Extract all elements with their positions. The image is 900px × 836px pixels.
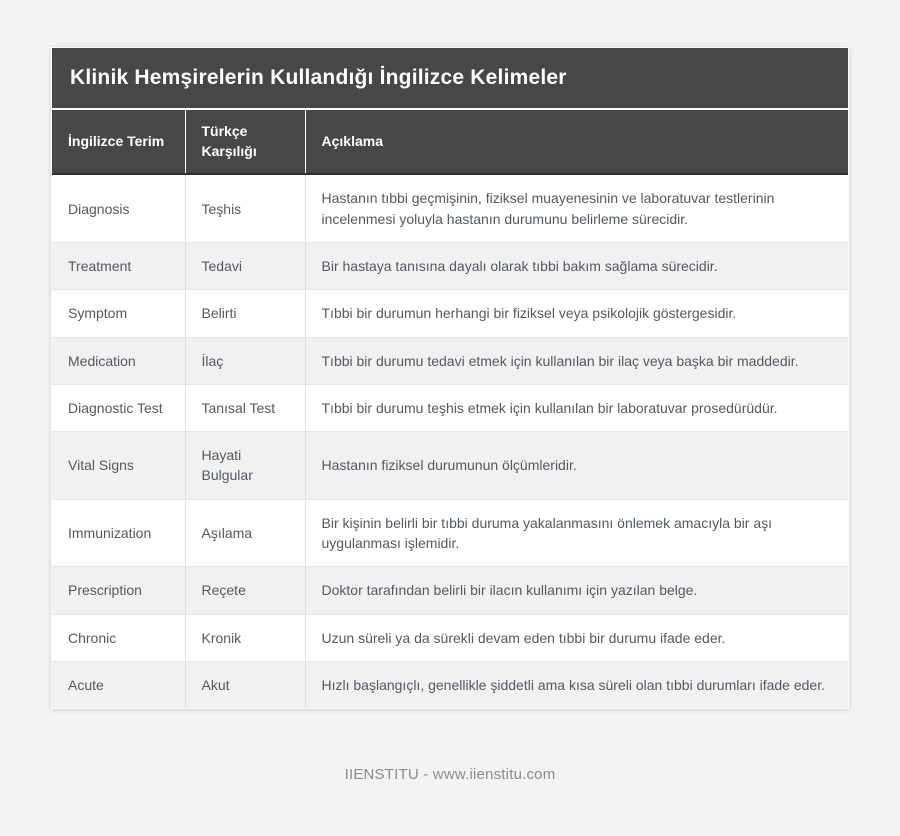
source-attribution: IIENSTITU - www.iienstitu.com <box>344 766 556 783</box>
term-cell: Medication <box>52 337 185 384</box>
turkish-cell: Aşılama <box>185 499 305 567</box>
turkish-cell: Hayati Bulgular <box>185 432 305 500</box>
table-row <box>52 242 848 289</box>
term-cell: Vital Signs <box>52 432 185 500</box>
description-cell: Hastanın fiziksel durumunun ölçümleridir. <box>305 432 848 500</box>
turkish-cell: Kronik <box>185 614 305 661</box>
description-cell: Tıbbi bir durumu teşhis etmek için kullanılan bir laboratuvar prosedürüdür. <box>305 384 848 431</box>
table-row <box>52 567 848 614</box>
table-row <box>52 384 848 431</box>
term-cell: Chronic <box>52 614 185 661</box>
column-header-turkish-equivalent: Türkçe Karşılığı <box>185 110 305 174</box>
turkish-cell: Belirti <box>185 290 305 337</box>
column-header-english-term: İngilizce Terim <box>52 110 185 174</box>
description-cell: Bir kişinin belirli bir tıbbi duruma yakalanmasını önlemek amacıyla bir aşı uygulanması işlemidir. <box>305 499 848 567</box>
turkish-cell: Tanısal Test <box>185 384 305 431</box>
term-cell: Diagnostic Test <box>52 384 185 431</box>
description-cell: Doktor tarafından belirli bir ilacın kullanımı için yazılan belge. <box>305 567 848 614</box>
table-row <box>52 614 848 661</box>
description-cell: Hızlı başlangıçlı, genellikle şiddetli ama kısa süreli olan tıbbi durumları ifade eder. <box>305 661 848 708</box>
turkish-cell: Reçete <box>185 567 305 614</box>
turkish-cell: Teşhis <box>185 174 305 242</box>
description-cell: Bir hastaya tanısına dayalı olarak tıbbi bakım sağlama sürecidir. <box>305 242 848 289</box>
description-cell: Uzun süreli ya da sürekli devam eden tıbbi bir durumu ifade eder. <box>305 614 848 661</box>
table-row <box>52 499 848 567</box>
table-row <box>52 337 848 384</box>
turkish-cell: Tedavi <box>185 242 305 289</box>
term-cell: Acute <box>52 661 185 708</box>
term-cell: Treatment <box>52 242 185 289</box>
table-row <box>52 174 848 242</box>
description-cell: Hastanın tıbbi geçmişinin, fiziksel muayenesinin ve laboratuvar testlerinin incelenmesi yoluyla hastanın durumunu belirleme sürecidir. <box>305 174 848 242</box>
vocab-table <box>52 110 848 708</box>
turkish-cell: Akut <box>185 661 305 708</box>
description-cell: Tıbbi bir durumun herhangi bir fiziksel veya psikolojik göstergesidir. <box>305 290 848 337</box>
table-row <box>52 661 848 708</box>
vocab-table-card <box>51 47 849 709</box>
table-title: Klinik Hemşirelerin Kullandığı İngilizce Kelimeler <box>52 48 848 110</box>
column-header-description: Açıklama <box>305 110 848 174</box>
term-cell: Symptom <box>52 290 185 337</box>
table-row <box>52 290 848 337</box>
table-header-row <box>52 110 848 174</box>
term-cell: Prescription <box>52 567 185 614</box>
term-cell: Diagnosis <box>52 174 185 242</box>
turkish-cell: İlaç <box>185 337 305 384</box>
table-row <box>52 432 848 500</box>
term-cell: Immunization <box>52 499 185 567</box>
table-body <box>52 174 848 708</box>
description-cell: Tıbbi bir durumu tedavi etmek için kullanılan bir ilaç veya başka bir maddedir. <box>305 337 848 384</box>
